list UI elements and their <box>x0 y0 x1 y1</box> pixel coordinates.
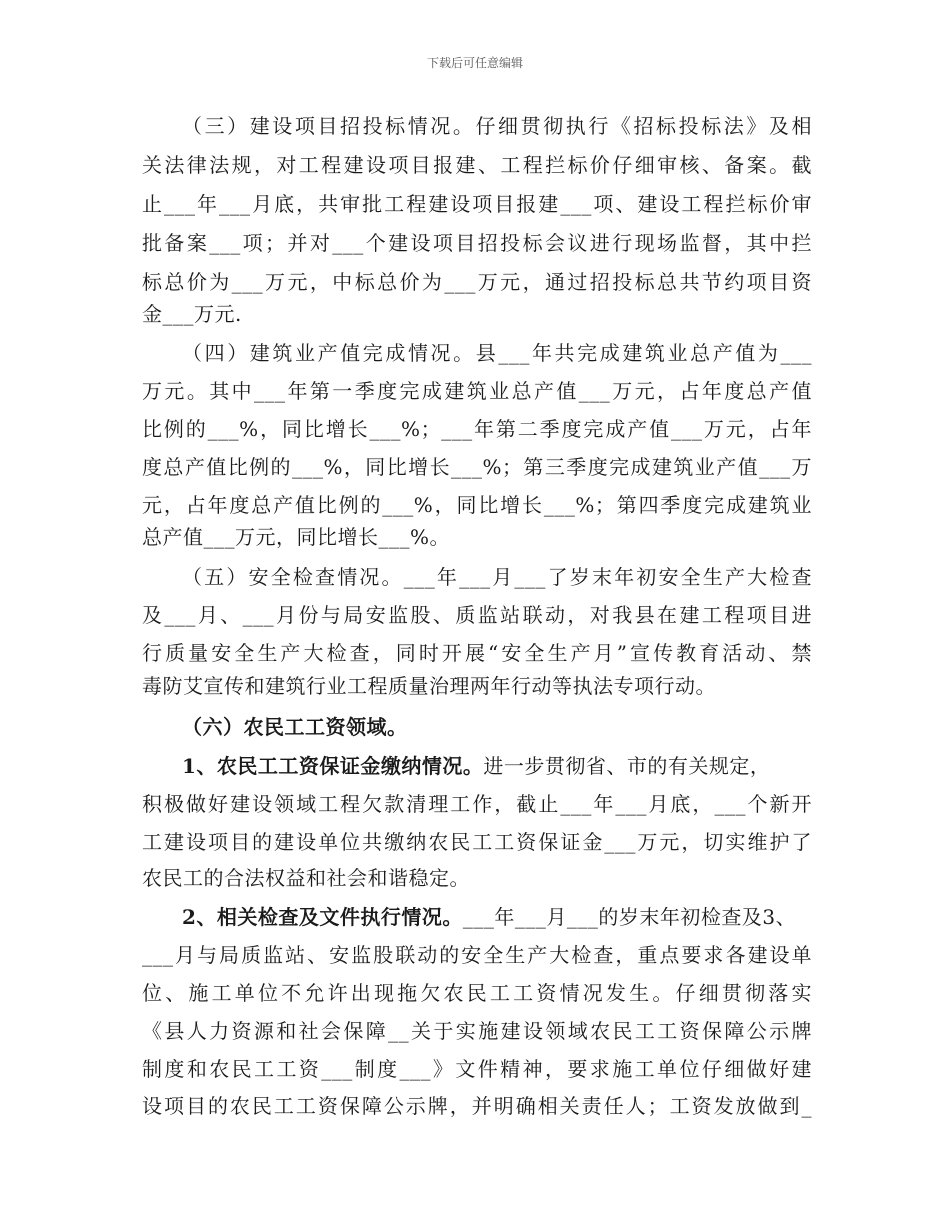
para4-line-5: 元，占年度总产值比例的___%，同比增长___%；第四季度完成建筑业 <box>142 493 812 517</box>
para3-line-3: 止___年___月底，共审批工程建设项目报建___项、建设工程拦标价审 <box>142 192 812 216</box>
para3-line-1: （三）建设项目招投标情况。仔细贯彻执行《招标投标法》及相 <box>182 114 812 138</box>
item2-title: 2、相关检查及文件执行情况。 <box>182 905 463 929</box>
item1-line-3: 工建设项目的建设单位共缴纳农民工工资保证金___万元，切实维护了 <box>142 830 812 854</box>
para4-line-1: （四）建筑业产值完成情况。县___年共完成建筑业总产值为___ <box>182 341 812 365</box>
para5-line-2: 及___月、___月份与局安监股、质监站联动，对我县在建工程项目进 <box>142 603 812 627</box>
para4-line-4: 度总产值比例的___%，同比增长___%；第三季度完成建筑业产值___万 <box>142 455 812 479</box>
item1-text: 进一步贯彻省、市的有关规定， <box>483 754 771 778</box>
para5-line-3: 行质量安全生产大检查，同时开展“安全生产月”宣传教育活动、禁 <box>142 641 812 665</box>
section6-heading: （六）农民工工资领域。 <box>182 715 408 739</box>
para4-line-3: 比例的___%，同比增长___%；___年第二季度完成产值___万元，占年 <box>142 417 812 441</box>
para3-line-6: 金___万元. <box>142 302 242 326</box>
para5-line-4: 毒防艾宣传和建筑行业工程质量治理两年行动等执法专项行动。 <box>142 674 716 698</box>
para3-line-4: 批备案___项；并对___个建设项目招投标会议进行现场监督，其中拦 <box>142 231 812 255</box>
item1-title: 1、农民工工资保证金缴纳情况。 <box>182 754 484 778</box>
item2-line-5: 制度和农民工工资___制度___》文件精神，要求施工单位仔细做好建 <box>142 1057 812 1081</box>
para4-line-6: 总产值___万元，同比增长___%。 <box>142 525 451 549</box>
item2-text: ___年___月___的岁末年初检查及3、 <box>462 905 797 929</box>
page-header: 下载后可任意编辑 <box>426 56 523 70</box>
item2-line-2: ___月与局质监站、安监股联动的安全生产大检查，重点要求各建设单 <box>142 943 812 967</box>
para4-line-2: 万元。其中___年第一季度完成建筑业总产值___万元，占年度总产值 <box>142 379 812 403</box>
item1-line-1 <box>182 746 812 786</box>
item1-line-4: 农民工的合法权益和社会和谐稳定。 <box>142 866 470 890</box>
item2-line-1 <box>182 897 822 937</box>
item2-line-6: 设项目的农民工工资保障公示牌，并明确相关责任人；工资发放做到_ <box>142 1094 812 1118</box>
item2-line-3: 位、施工单位不允许出现拖欠农民工工资情况发生。仔细贯彻落实 <box>142 981 812 1005</box>
item2-line-4: 《县人力资源和社会保障__关于实施建设领域农民工工资保障公示牌 <box>142 1019 812 1043</box>
para5-line-1: （五）安全检查情况。___年___月___了岁末年初安全生产大检查 <box>182 565 812 589</box>
para3-line-5: 标总价为___万元，中标总价为___万元，通过招投标总共节约项目资 <box>142 270 812 294</box>
item1-line-2: 积极做好建设领域工程欠款清理工作，截止___年___月底，___个新开 <box>142 792 812 816</box>
para3-line-2: 关法律法规，对工程建设项目报建、工程拦标价仔细审核、备案。截 <box>142 153 812 177</box>
